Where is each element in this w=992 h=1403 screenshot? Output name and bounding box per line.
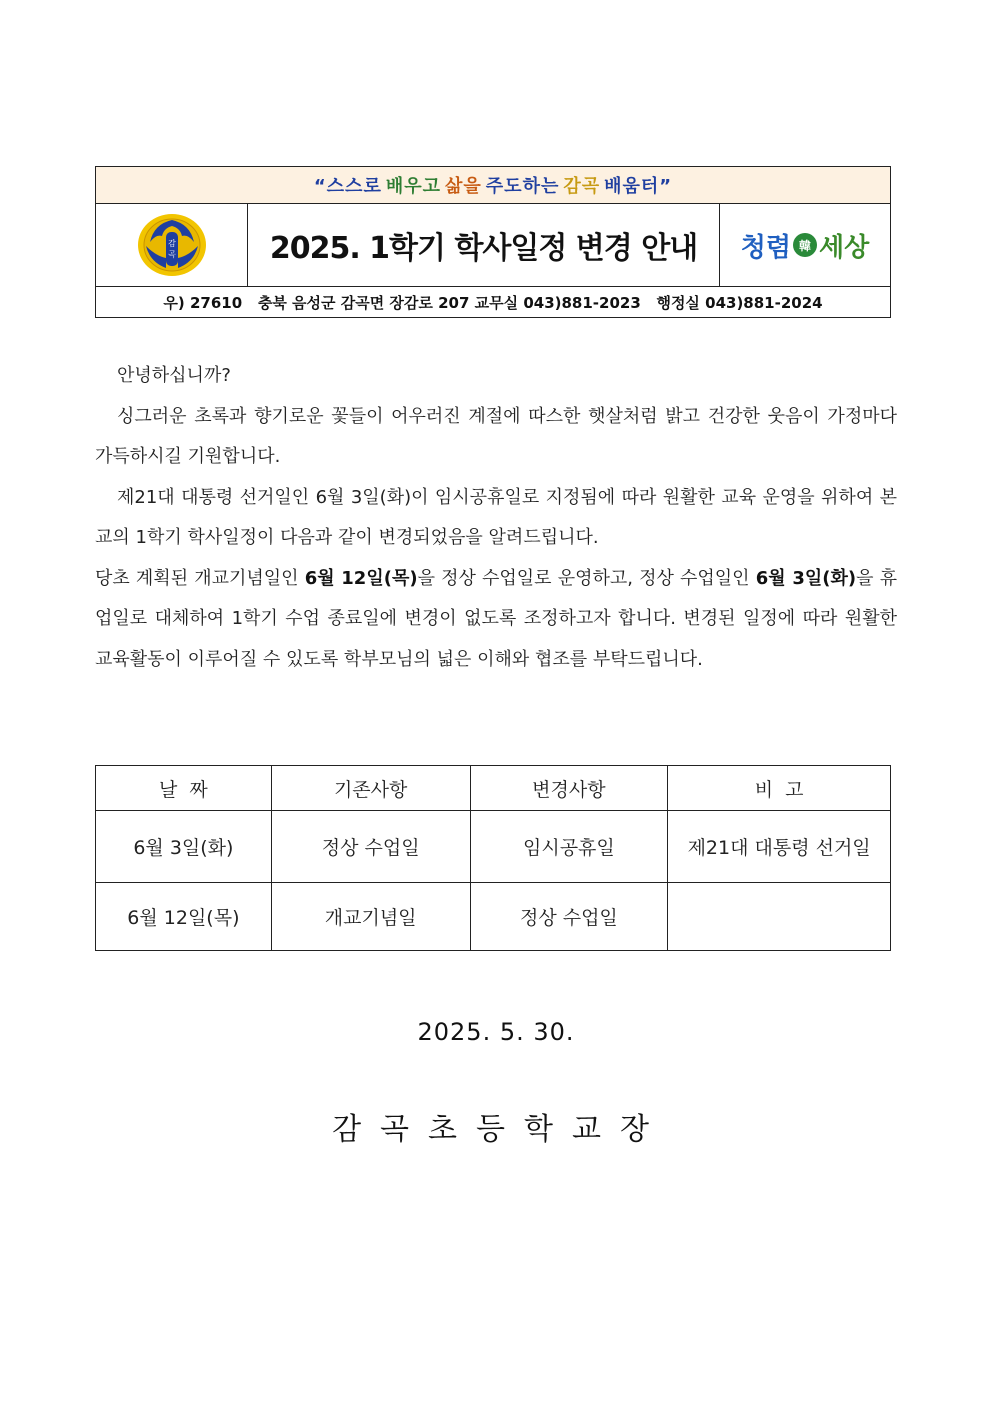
p3-part-e: 을 휴업일로 대체하여 1학기 수업 종료일에 변경이 없도록 조정하고자 합니다. 변경된 일정에 따라 원활한 교육활동이 이루어질 수 있도록 학부모님의 넓은 이해와 협조를 부탁드립니다. xyxy=(95,567,897,670)
cell-changed: 정상 수업일 xyxy=(470,883,668,951)
table-row xyxy=(96,811,891,883)
p3-part-a: 당초 계획된 개교기념일인 xyxy=(95,567,305,589)
motto-word-2: 배우고 xyxy=(385,176,442,197)
svg-text:감: 감 xyxy=(167,239,176,248)
document-title: 2025. 1학기 학사일정 변경 안내 xyxy=(269,231,698,266)
svg-text:곡: 곡 xyxy=(167,250,176,259)
paragraph-1: 싱그러운 초록과 향기로운 꽃들이 어우러진 계절에 따스한 햇살처럼 밝고 건강한 웃음이 가정마다 가득하시길 기원합니다. xyxy=(95,405,897,467)
cell-original: 정상 수업일 xyxy=(271,811,470,883)
cell-original: 개교기념일 xyxy=(271,883,470,951)
p3-bold-date-2: 6월 3일(화) xyxy=(755,567,857,589)
integrity-slogan xyxy=(741,227,869,264)
schedule-table xyxy=(95,765,891,951)
title-row xyxy=(96,204,890,287)
motto-word-4: 주도하는 xyxy=(485,176,560,197)
p3-bold-date-1: 6월 12일(목) xyxy=(304,567,418,589)
header-original: 기존사항 xyxy=(271,766,470,811)
table-header-row xyxy=(96,766,891,811)
slogan-mid xyxy=(793,233,817,257)
table-row xyxy=(96,883,891,951)
integrity-slogan-cell xyxy=(719,204,890,286)
paragraph-3 xyxy=(95,559,897,681)
school-emblem-cell xyxy=(96,204,248,286)
cell-date: 6월 12일(목) xyxy=(96,883,272,951)
slogan-right: 세상 xyxy=(819,232,870,263)
school-motto xyxy=(96,167,890,204)
header-remarks: 비 고 xyxy=(668,766,891,811)
header-changed: 변경사항 xyxy=(470,766,668,811)
letter-body xyxy=(95,356,897,680)
cell-remarks xyxy=(668,883,891,951)
cell-remarks: 제21대 대통령 선거일 xyxy=(668,811,891,883)
motto-word-1: “스스로 xyxy=(313,176,382,197)
principal-signature: 감곡초등학교장 xyxy=(332,1112,668,1147)
motto-word-5: 감곡 xyxy=(563,176,601,197)
header-date: 날 짜 xyxy=(96,766,272,811)
greeting: 안녕하십니까? xyxy=(117,365,231,386)
slogan-mid-text: 韓 xyxy=(798,238,811,253)
motto-word-3: 삶을 xyxy=(445,176,482,197)
letterhead xyxy=(95,166,891,318)
school-emblem-icon xyxy=(136,212,208,278)
school-address: 우) 27610 충북 음성군 감곡면 장감로 207 교무실 043)881-2023 행정실 043)881-2024 xyxy=(163,294,823,312)
p3-part-c: 을 정상 수업일로 운영하고, 정상 수업일인 xyxy=(417,567,756,589)
cell-changed: 임시공휴일 xyxy=(470,811,668,883)
paragraph-2: 제21대 대통령 선거일인 6월 3일(화)이 임시공휴일로 지정됨에 따라 원활한 교육 운영을 위하여 본교의 1학기 학사일정이 다음과 같이 변경되었음을 알려드립니다. xyxy=(95,486,897,548)
motto-word-6: 배움터” xyxy=(604,176,673,197)
slogan-left: 청렴 xyxy=(740,232,791,263)
issue-date: 2025. 5. 30. xyxy=(417,1018,575,1046)
cell-date: 6월 3일(화) xyxy=(96,811,272,883)
